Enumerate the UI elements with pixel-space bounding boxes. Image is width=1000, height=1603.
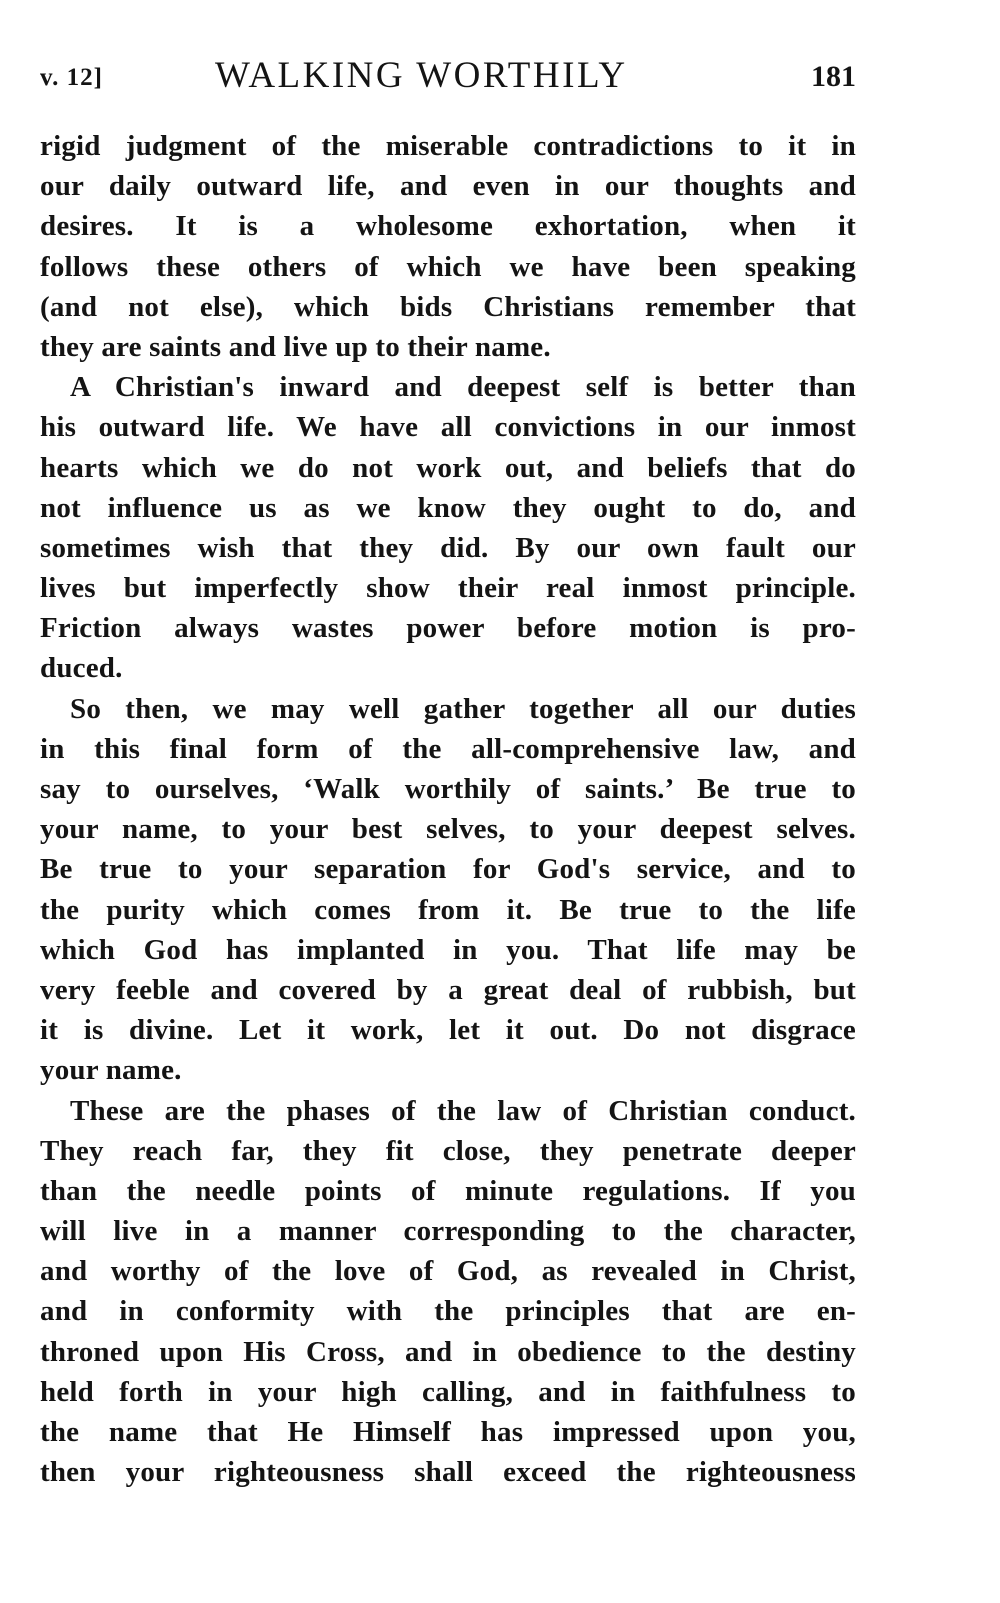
text-line: not influence us as we know they ought to do, and (40, 491, 856, 524)
text-line: duced. (40, 652, 123, 685)
text-line: lives but imperfectly show their real inmost principle. (40, 572, 856, 605)
text-line: the name that He Himself has impressed upon you, (40, 1416, 856, 1448)
text-line: So then, we may well gather together all our duties (70, 692, 856, 725)
chapter-title: WALKING WORTHILY (215, 55, 628, 96)
page-number: 181 (811, 60, 856, 93)
paragraph-3 (40, 689, 856, 1091)
text-line: sometimes wish that they did. By our own fault our (40, 531, 856, 564)
text-line: These are the phases of the law of Christian conduct. (70, 1094, 856, 1127)
text-line: follows these others of which we have been speaking (40, 250, 856, 283)
text-line: they are saints and live up to their name. (40, 330, 551, 363)
text-line: than the needle points of minute regulations. If you (40, 1174, 856, 1207)
text-line: They reach far, they fit close, they penetrate deeper (40, 1134, 856, 1167)
text-line: your name, to your best selves, to your deepest selves. (40, 813, 856, 846)
text-line: your name. (40, 1054, 182, 1087)
text-line: and in conformity with the principles that are en- (40, 1295, 856, 1328)
text-line: our daily outward life, and even in our thoughts and (40, 170, 856, 203)
text-line: throned upon His Cross, and in obedience to the destiny (40, 1335, 856, 1368)
text-line: Be true to your separation for God's service, and to (40, 853, 856, 886)
text-line: rigid judgment of the miserable contradictions to it in (40, 130, 856, 162)
body-text (40, 126, 856, 1492)
text-line: (and not else), which bids Christians remember that (40, 290, 856, 323)
paragraph-4 (40, 1091, 856, 1493)
text-line: desires. It is a wholesome exhortation, when it (40, 210, 856, 243)
paragraph-2 (40, 367, 856, 689)
text-line: hearts which we do not work out, and beliefs that do (40, 451, 856, 484)
text-line: then your righteousness shall exceed the righteousness (40, 1456, 856, 1489)
text-line: in this final form of the all-comprehensive law, and (40, 732, 856, 765)
text-line: it is divine. Let it work, let it out. Do not disgrace (40, 1014, 856, 1047)
text-line: Friction always wastes power before motion is pro- (40, 612, 856, 645)
book-page (40, 52, 856, 1492)
text-line: will live in a manner corresponding to the character, (40, 1215, 856, 1248)
text-line: very feeble and covered by a great deal of rubbish, but (40, 973, 856, 1006)
text-line: A Christian's inward and deepest self is better than (70, 371, 856, 404)
running-head (40, 52, 856, 100)
text-line: the purity which comes from it. Be true to the life (40, 893, 856, 926)
text-line: his outward life. We have all convictions in our inmost (40, 411, 856, 444)
text-line: and worthy of the love of God, as revealed in Christ, (40, 1255, 856, 1288)
verse-reference: v. 12] (40, 64, 103, 91)
text-line: which God has implanted in you. That life may be (40, 933, 856, 966)
text-line: say to ourselves, ‘Walk worthily of saints.’ Be true to (40, 773, 856, 805)
text-line: held forth in your high calling, and in faithfulness to (40, 1375, 856, 1408)
paragraph-1 (40, 126, 856, 367)
